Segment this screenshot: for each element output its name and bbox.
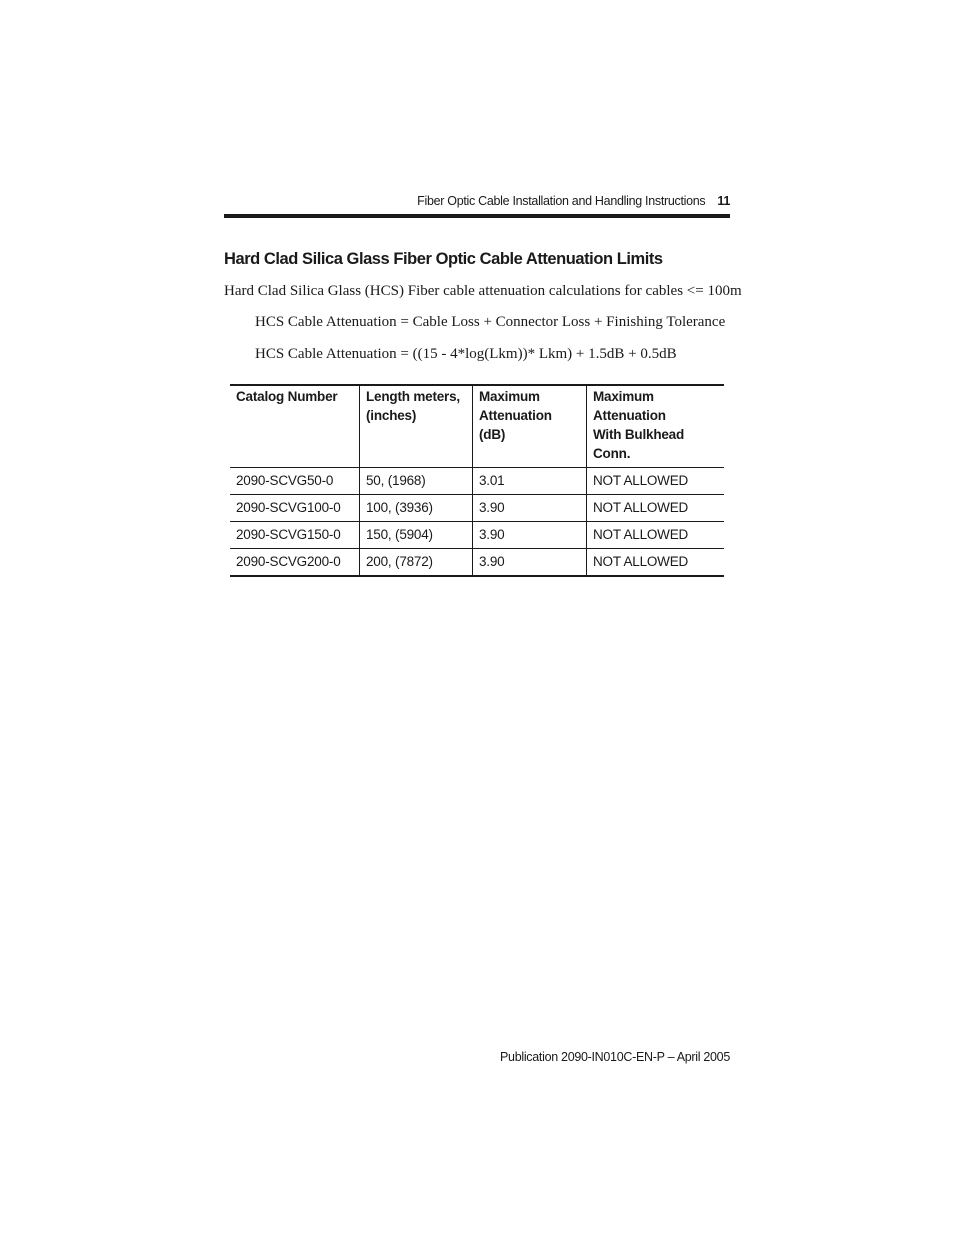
cell-catalog-number: 2090-SCVG50-0 — [236, 473, 334, 488]
cell-max-attenuation: 3.90 — [473, 522, 587, 549]
header-line: (inches) — [366, 408, 417, 423]
page-number: 11 — [717, 194, 730, 208]
running-header — [224, 191, 730, 211]
section-title: Hard Clad Silica Glass Fiber Optic Cable Attenuation Limits — [224, 250, 663, 268]
cell-length: 150, (5904) — [360, 522, 473, 549]
attenuation-formula-specific: HCS Cable Attenuation = ((15 - 4*log(Lkm))* Lkm) + 1.5dB + 0.5dB — [255, 346, 677, 362]
header-line: Maximum — [593, 389, 654, 404]
header-line: Conn. — [593, 446, 631, 461]
cell-catalog-number: 2090-SCVG150-0 — [236, 527, 341, 542]
header-line: Catalog Number — [236, 389, 338, 404]
cell-catalog-number: 2090-SCVG200-0 — [236, 554, 341, 569]
intro-paragraph: Hard Clad Silica Glass (HCS) Fiber cable attenuation calculations for cables <= 100m — [224, 283, 742, 299]
publication-footer: Publication 2090-IN010C-EN-P – April 2005 — [500, 1050, 730, 1064]
attenuation-formula-general: HCS Cable Attenuation = Cable Loss + Connector Loss + Finishing Tolerance — [255, 314, 726, 330]
cell-bulkhead-attenuation: NOT ALLOWED — [587, 468, 725, 495]
attenuation-table — [230, 384, 724, 577]
cell-max-attenuation: 3.90 — [473, 495, 587, 522]
header-line: Length meters, — [366, 389, 460, 404]
table-row — [230, 495, 724, 522]
header-line: (dB) — [479, 427, 506, 442]
header-max-attenuation-bulkhead — [587, 385, 725, 468]
cell-length: 50, (1968) — [360, 468, 473, 495]
table-row — [230, 468, 724, 495]
header-length — [360, 385, 473, 468]
table-row — [230, 522, 724, 549]
running-header-title: Fiber Optic Cable Installation and Handling Instructions — [417, 194, 706, 208]
header-rule — [224, 214, 730, 218]
cell-length: 100, (3936) — [360, 495, 473, 522]
cell-bulkhead-attenuation: NOT ALLOWED — [587, 549, 725, 577]
table-header-row — [230, 385, 724, 468]
cell-bulkhead-attenuation: NOT ALLOWED — [587, 522, 725, 549]
cell-length: 200, (7872) — [360, 549, 473, 577]
cell-bulkhead-attenuation: NOT ALLOWED — [587, 495, 725, 522]
header-line: Attenuation — [479, 408, 552, 423]
header-line: Attenuation — [593, 408, 666, 423]
table-row — [230, 549, 724, 577]
header-max-attenuation — [473, 385, 587, 468]
header-line: Maximum — [479, 389, 540, 404]
header-catalog-number — [230, 385, 360, 468]
cell-max-attenuation: 3.01 — [473, 468, 587, 495]
cell-catalog-number: 2090-SCVG100-0 — [236, 500, 341, 515]
cell-max-attenuation: 3.90 — [473, 549, 587, 577]
header-line: With Bulkhead — [593, 427, 685, 442]
